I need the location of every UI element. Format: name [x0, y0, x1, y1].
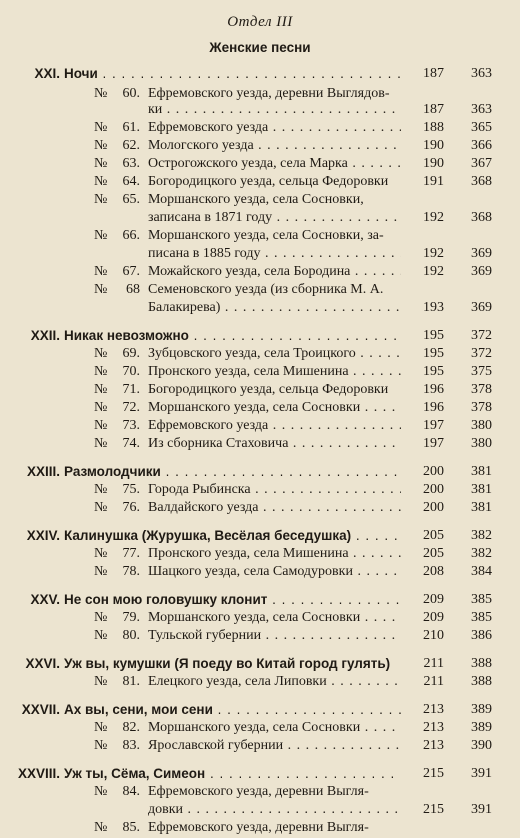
page-ref-text: 200 — [401, 498, 444, 518]
numero-sign: № — [94, 720, 108, 735]
numero-sign: № — [94, 820, 108, 835]
song-title: Семеновского уезда (из сборника М. А. — [148, 282, 384, 297]
page-ref-text: 192 — [401, 208, 444, 228]
numero-sign: № — [94, 138, 108, 153]
song-number: 66. — [122, 228, 140, 243]
chapter-row — [0, 462, 520, 482]
chapter-row — [0, 654, 520, 674]
chapter-row — [0, 326, 520, 346]
song-number: 60. — [122, 86, 140, 101]
song-row — [0, 608, 520, 628]
page-ref-notes: 366 — [471, 138, 492, 153]
chapter-number: XXIII. — [26, 464, 60, 479]
page-ref-notes: 388 — [471, 674, 492, 689]
song-number: 69. — [122, 346, 140, 361]
song-number: 78. — [122, 564, 140, 579]
chapter-row — [0, 590, 520, 610]
song-row — [0, 562, 520, 582]
chapter-number: XXVI. — [25, 656, 60, 671]
song-number: 61. — [122, 120, 140, 135]
song-title: Богородицкого уезда, сельца Федоровки — [148, 174, 389, 189]
chapter-row — [0, 700, 520, 720]
page-ref-text: 192 — [401, 244, 444, 264]
page-ref-text: 187 — [401, 100, 444, 120]
song-title: Ярославской губернии . . . — [148, 736, 404, 756]
song-title: Пронского уезда, села Мишенина . . . — [148, 544, 404, 564]
page-ref-notes: 378 — [471, 400, 492, 415]
page-ref-text: 205 — [401, 544, 444, 564]
song-title: Моршанского уезда, села Сосновки . . . — [148, 398, 404, 418]
song-row — [0, 244, 520, 264]
page-ref-notes: 372 — [471, 346, 492, 361]
page-ref-notes: 375 — [471, 364, 492, 379]
song-row — [0, 380, 520, 400]
chapter-number: XXI. — [34, 66, 60, 81]
page-ref-notes: 378 — [471, 382, 492, 397]
song-title: Острогожского уезда, села Марка . . . — [148, 154, 404, 174]
page-ref-text: 209 — [401, 608, 444, 628]
song-title: Можайского уезда, села Бородина . . . — [148, 262, 404, 282]
song-row — [0, 154, 520, 174]
page-ref-text: 195 — [401, 326, 444, 346]
song-title: Моршанского уезда, села Сосновки, за- — [148, 228, 384, 243]
chapter-title: Уж вы, кумушки (Я поеду во Китай город гулять) — [64, 656, 391, 671]
song-number: 81. — [122, 674, 140, 689]
numero-sign: № — [94, 346, 108, 361]
chapter-row — [0, 64, 520, 84]
page-ref-text: 190 — [401, 136, 444, 156]
chapter-row — [0, 526, 520, 546]
chapter-title: Ночи . . . — [64, 64, 404, 84]
page-ref-notes: 391 — [471, 802, 492, 817]
song-row — [0, 398, 520, 418]
song-row — [0, 262, 520, 282]
numero-sign: № — [94, 738, 108, 753]
song-number: 79. — [122, 610, 140, 625]
chapter-title: Ах вы, сени, мои сени . . . — [64, 700, 404, 720]
section-title: Отдел III — [227, 14, 293, 30]
numero-sign: № — [94, 192, 108, 207]
chapter-title: Размолодчики . . . — [64, 462, 404, 482]
numero-sign: № — [94, 282, 108, 297]
page-ref-text: 197 — [401, 416, 444, 436]
song-number: 70. — [122, 364, 140, 379]
numero-sign: № — [94, 418, 108, 433]
page-ref-text: 209 — [401, 590, 444, 610]
song-number: 67. — [122, 264, 140, 279]
numero-sign: № — [94, 482, 108, 497]
song-title: Моршанского уезда, села Сосновки . . . — [148, 608, 404, 628]
page-ref-notes: 385 — [471, 592, 492, 607]
chapter-title: Калинушка (Журушка, Весёлая беседушка) . . . — [64, 526, 404, 546]
numero-sign: № — [94, 546, 108, 561]
page-ref-notes: 384 — [471, 564, 492, 579]
song-row — [0, 280, 520, 300]
page-ref-text: 190 — [401, 154, 444, 174]
numero-sign: № — [94, 382, 108, 397]
page-ref-notes: 389 — [471, 702, 492, 717]
page-ref-notes: 367 — [471, 156, 492, 171]
song-number: 85. — [122, 820, 140, 835]
page-ref-text: 210 — [401, 626, 444, 646]
page-ref-notes: 381 — [471, 500, 492, 515]
song-title-continuation: ки . . . — [148, 100, 404, 120]
numero-sign: № — [94, 364, 108, 379]
chapter-title: Не сон мою головушку клонит . . . — [64, 590, 404, 610]
song-title: Богородицкого уезда, сельца Федоровки — [148, 382, 389, 397]
page-ref-text: 197 — [401, 434, 444, 454]
page-ref-text: 215 — [401, 800, 444, 820]
page-ref-text: 188 — [401, 118, 444, 138]
song-row — [0, 718, 520, 738]
song-row — [0, 434, 520, 454]
page-ref-notes: 380 — [471, 436, 492, 451]
numero-sign: № — [94, 120, 108, 135]
page-ref-notes: 389 — [471, 720, 492, 735]
page-ref-text: 213 — [401, 736, 444, 756]
song-row — [0, 672, 520, 692]
song-row — [0, 172, 520, 192]
chapter-number: XXVII. — [21, 702, 60, 717]
song-row — [0, 498, 520, 518]
page-ref-text: 208 — [401, 562, 444, 582]
song-title: Ефремовского уезда, деревни Выгля- — [148, 820, 369, 835]
song-title: Ефремовского уезда, деревни Выглядов- — [148, 86, 390, 101]
song-number: 83. — [122, 738, 140, 753]
numero-sign: № — [94, 610, 108, 625]
song-row — [0, 362, 520, 382]
song-number: 77. — [122, 546, 140, 561]
numero-sign: № — [94, 264, 108, 279]
song-title: Елецкого уезда, села Липовки . . . — [148, 672, 404, 692]
numero-sign: № — [94, 436, 108, 451]
song-row — [0, 298, 520, 318]
page-ref-text: 200 — [401, 462, 444, 482]
song-title: Моршанского уезда, села Сосновки . . . — [148, 718, 404, 738]
page-ref-notes: 372 — [471, 328, 492, 343]
song-row — [0, 118, 520, 138]
section-subtitle: Женские песни — [209, 40, 311, 55]
song-title: Моршанского уезда, села Сосновки, — [148, 192, 364, 207]
song-number: 62. — [122, 138, 140, 153]
song-number: 64. — [122, 174, 140, 189]
page-ref-notes: 385 — [471, 610, 492, 625]
page-ref-text: 187 — [401, 64, 444, 84]
song-row — [0, 480, 520, 500]
song-title: Ефремовского уезда . . . — [148, 416, 404, 436]
page-ref-text: 205 — [401, 526, 444, 546]
chapter-title: Уж ты, Сёма, Симеон . . . — [64, 764, 404, 784]
song-title: Пронского уезда, села Мишенина . . . — [148, 362, 404, 382]
song-number: 84. — [122, 784, 140, 799]
page-ref-notes: 381 — [471, 482, 492, 497]
numero-sign: № — [94, 628, 108, 643]
song-row — [0, 208, 520, 228]
page-ref-notes: 390 — [471, 738, 492, 753]
page-ref-text: 195 — [401, 362, 444, 382]
song-title: Ефремовского уезда . . . — [148, 118, 404, 138]
song-number: 63. — [122, 156, 140, 171]
song-number: 71. — [122, 382, 140, 397]
page-ref-notes: 386 — [471, 628, 492, 643]
song-number: 74. — [122, 436, 140, 451]
page-ref-text: 213 — [401, 718, 444, 738]
page-ref-notes: 363 — [471, 102, 492, 117]
song-title: Тульской губернии . . . — [148, 626, 404, 646]
song-title-continuation: писана в 1885 году . . . — [148, 244, 404, 264]
numero-sign: № — [94, 784, 108, 799]
page-ref-text: 195 — [401, 344, 444, 364]
song-row — [0, 226, 520, 246]
page-ref-notes: 368 — [471, 174, 492, 189]
page-ref-text: 191 — [401, 172, 444, 192]
song-row — [0, 416, 520, 436]
chapter-title: Никак невозможно . . . — [64, 326, 404, 346]
numero-sign: № — [94, 156, 108, 171]
chapter-number: XXII. — [30, 328, 60, 343]
song-number: 76. — [122, 500, 140, 515]
song-title: Зубцовского уезда, села Троицкого . . . — [148, 344, 404, 364]
page-ref-text: 215 — [401, 764, 444, 784]
song-title: Города Рыбинска . . . — [148, 480, 404, 500]
song-title: Шацкого уезда, села Самодуровки . . . — [148, 562, 404, 582]
page-ref-notes: 382 — [471, 528, 492, 543]
page-ref-text: 200 — [401, 480, 444, 500]
chapter-number: XXVIII. — [17, 766, 60, 781]
page-ref-notes: 365 — [471, 120, 492, 135]
song-row — [0, 544, 520, 564]
song-number: 82. — [122, 720, 140, 735]
song-number: 80. — [122, 628, 140, 643]
song-title: Из сборника Стаховича . . . — [148, 434, 404, 454]
page-ref-text: 193 — [401, 298, 444, 318]
song-row — [0, 782, 520, 802]
song-title: Ефремовского уезда, деревни Выгля- — [148, 784, 369, 799]
numero-sign: № — [94, 564, 108, 579]
numero-sign: № — [94, 400, 108, 415]
page-ref-text: 211 — [401, 654, 444, 674]
page-ref-notes: 382 — [471, 546, 492, 561]
page-ref-notes: 388 — [471, 656, 492, 671]
song-number: 68 — [126, 282, 140, 297]
song-title: Мологского уезда . . . — [148, 136, 404, 156]
page-ref-notes: 369 — [471, 264, 492, 279]
page-ref-text: 196 — [401, 380, 444, 400]
chapter-row — [0, 764, 520, 784]
page-ref-notes: 369 — [471, 246, 492, 261]
numero-sign: № — [94, 86, 108, 101]
song-number: 75. — [122, 482, 140, 497]
song-row — [0, 100, 520, 120]
song-number: 65. — [122, 192, 140, 207]
song-row — [0, 818, 520, 838]
song-number: 72. — [122, 400, 140, 415]
page-ref-text: 213 — [401, 700, 444, 720]
page-ref-text: 196 — [401, 398, 444, 418]
song-row — [0, 190, 520, 210]
chapter-number: XXV. — [30, 592, 60, 607]
song-row — [0, 626, 520, 646]
song-title-continuation: записана в 1871 году . . . — [148, 208, 404, 228]
numero-sign: № — [94, 674, 108, 689]
numero-sign: № — [94, 174, 108, 189]
chapter-number: XXIV. — [26, 528, 60, 543]
page-ref-notes: 381 — [471, 464, 492, 479]
page-ref-notes: 369 — [471, 300, 492, 315]
song-row — [0, 136, 520, 156]
page-ref-text: 211 — [401, 672, 444, 692]
song-number: 73. — [122, 418, 140, 433]
song-title: Валдайского уезда . . . — [148, 498, 404, 518]
page-ref-text: 192 — [401, 262, 444, 282]
page-ref-notes: 368 — [471, 210, 492, 225]
numero-sign: № — [94, 228, 108, 243]
song-row — [0, 800, 520, 820]
page-ref-notes: 380 — [471, 418, 492, 433]
page-ref-notes: 391 — [471, 766, 492, 781]
song-row — [0, 736, 520, 756]
song-row — [0, 344, 520, 364]
song-title-continuation: довки . . . — [148, 800, 404, 820]
page-ref-notes: 363 — [471, 66, 492, 81]
numero-sign: № — [94, 500, 108, 515]
song-title-continuation: Балакирева) . . . — [148, 298, 404, 318]
